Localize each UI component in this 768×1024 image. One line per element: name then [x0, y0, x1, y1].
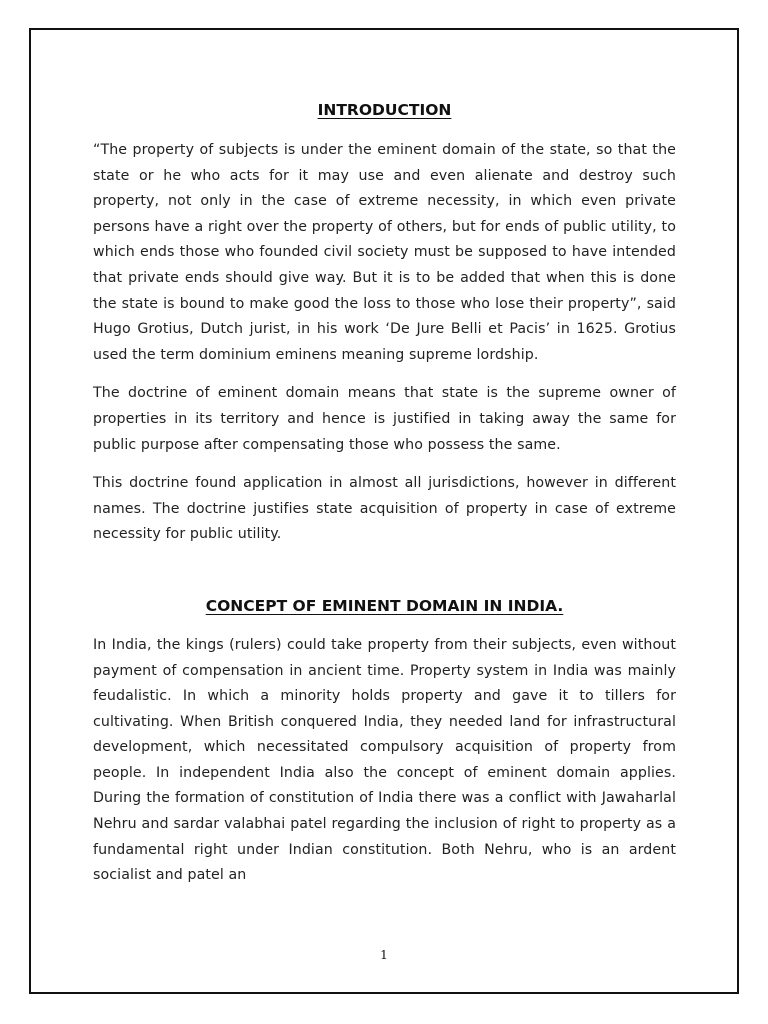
intro-paragraph-doctrine-application: This doctrine found application in almost all jurisdictions, however in different names. The doctrine justifies state acquisition of property in case of extreme necessity for public utility.	[93, 475, 676, 543]
concept-heading: CONCEPT OF EMINENT DOMAIN IN INDIA.	[205, 596, 564, 615]
intro-paragraph-grotius-quote: “The property of subjects is under the eminent domain of the state, so that the state or he who acts for it may use and even alienate and destroy such property, not only in the case of extreme necessity, in which even private persons have a right over the property of others, but for ends of public utility, to which ends those who founded civil society must be supposed to have intended that private ends should give way. But it is to be added that when this is done the state is bound to make good the loss to those who lose their property”, said Hugo Grotius, Dutch jurist, in his work ‘De Jure Belli et Pacis’ in 1625. Grotius used the term dominium eminens meaning supreme lordship.	[93, 142, 676, 363]
concept-paragraph-india: In India, the kings (rulers) could take property from their subjects, even without payment of compensation in ancient time. Property system in India was mainly feudalistic. In which a minority holds property and gave it to tillers for cultivating. When British conquered India, they needed land for infrastructural development, which necessitated compulsory acquisition of property from people. In independent India also the concept of eminent domain applies. During the formation of constitution of India there was a conflict with Jawaharlal Nehru and sardar valabhai patel regarding the inclusion of right to property as a fundamental right under Indian constitution. Both Nehru, who is an ardent socialist and patel an	[93, 636, 676, 884]
intro-paragraph-doctrine-definition: The doctrine of eminent domain means that state is the supreme owner of properties in its territory and hence is justified in taking away the same for public purpose after compensating those who possess the same.	[93, 385, 676, 453]
page-number: 1	[380, 948, 388, 962]
document-page	[29, 28, 739, 994]
page-content	[93, 100, 676, 902]
introduction-heading: INTRODUCTION	[317, 101, 452, 119]
